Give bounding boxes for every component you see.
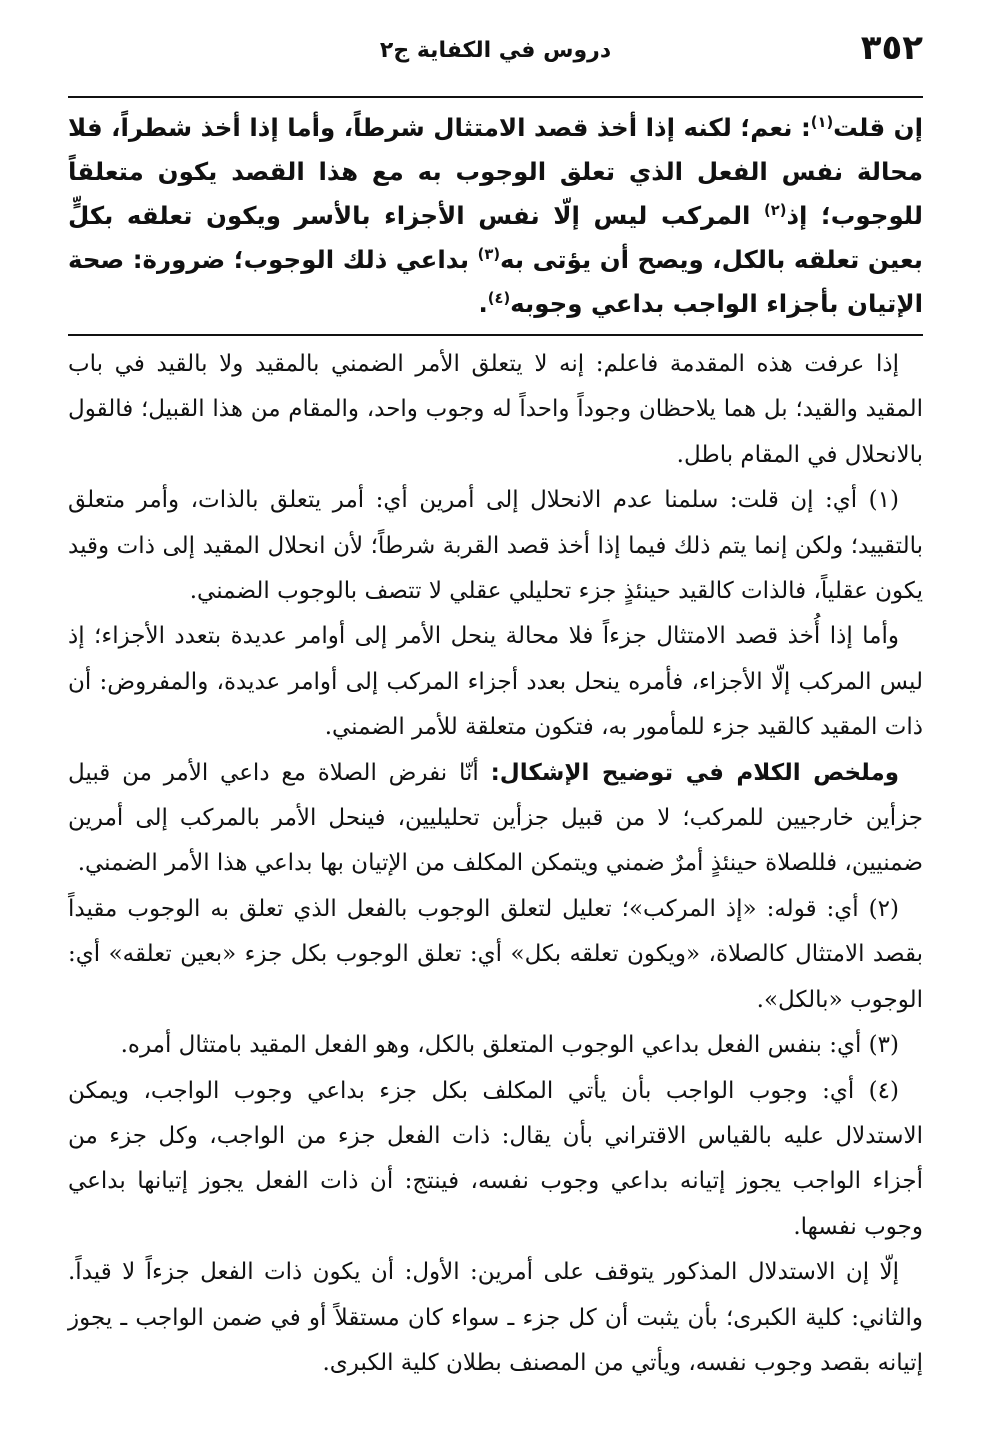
footnote-3: (٣) أي: بنفس الفعل بداعي الوجوب المتعلق بالكل، وهو الفعل المقيد بامتثال أمره. (120, 1032, 899, 1059)
summary-body: أنّا نفرض الصلاة مع داعي الأمر من قبيل جزأين خارجيين للمركب؛ لا من قبيل جزأين تحليليين، فينحل الأمر بالمركب إلى أمرين ضمنيين، فللصلاة حينئذٍ أمرٌ ضمني ويتمكن المكلف من الإتيان بها بداعي هذا الأمر الضمني. (68, 759, 923, 877)
matn-segment: : نعم؛ لكنه إذا أخذ قصد الامتثال شرطاً، وأما إذا أخذ شطراً، فلا محالة نفس الفعل الذي تعلق الوجوب به مع هذا القصد يكون متعلقاً للوجوب؛ إذ (68, 113, 924, 230)
footnote-1-continued: وأما إذا أُخذ قصد الامتثال جزءاً فلا محالة ينحل الأمر إلى أوامر عديدة بتعدد الأجزاء؛ إذ ليس المركب إلّا الأجزاء، فأمره ينحل بعدد أجزاء المركب إلى أوامر عديدة، والمفروض: أن ذات المقيد كالقيد جزء للمأمور به، فتكون متعلقة للأمر الضمني. (68, 623, 923, 741)
commentary-paragraph: إذا عرفت هذه المقدمة فاعلم: إنه لا يتعلق الأمر الضمني بالمقيد ولا بالقيد في باب المقيد والقيد؛ بل هما يلاحظان وجوداً واحداً له وجوب واحد، والمقام من هذا القبيل؛ فالقول بالانحلال في المقام باطل. (68, 351, 923, 468)
footnote-1-summary (68, 751, 923, 887)
footnote-1: (١) أي: إن قلت: سلمنا عدم الانحلال إلى أمرين أي: أمر يتعلق بالذات، وأمر متعلق بالتقييد؛ ولكن إنما يتم ذلك فيما إذا أخذ قصد القربة شرطاً؛ لأن انحلال المقيد إلى ذات وقيد يكون عقلياً، فالذات كالقيد حينئذٍ جزء تحليلي عقلي لا تتصف بالوجوب الضمني. (68, 487, 923, 605)
page-header (68, 0, 923, 98)
summary-lead: وملخص الكلام في توضيح الإشكال: (490, 759, 899, 786)
page-number: ٣٥٢ (860, 28, 923, 68)
matn-segment: . (478, 289, 488, 318)
matn-segment: بداعي ذلك الوجوب؛ ضرورة: صحة الإتيان بأجزاء الواجب بداعي وجوبه (68, 245, 923, 318)
matn-segment: المركب ليس إلّا نفس الأجزاء بالأسر ويكون تعلقه بكلٍّ بعين تعلقه بالكل، ويصح أن يؤتى به (68, 201, 923, 274)
running-title: دروس في الكفاية ج٢ (379, 38, 612, 63)
footnote-ref: (٣) (477, 245, 501, 263)
footnote-4-continued: إلّا إن الاستدلال المذكور يتوقف على أمرين: الأول: أن يكون ذات الفعل جزءاً لا قيداً. والثاني: كلية الكبرى؛ بأن يثبت أن كل جزء ـ سواء كان مستقلاً أو في ضمن الواجب ـ يجوز إتيانه بقصد وجوب نفسه، ويأتي من المصنف بطلان كلية الكبرى. (68, 1259, 923, 1376)
footnote-ref: (٤) (487, 289, 511, 307)
matn-segment: إن قلت (833, 113, 923, 142)
footnote-ref: (٢) (764, 201, 787, 219)
footnote-4: (٤) أي: وجوب الواجب بأن يأتي المكلف بكل جزء بداعي وجوب الواجب، ويمكن الاستدلال عليه بالقياس الاقتراني بأن يقال: ذات الفعل جزء من الواجب، وكل جزء من أجزاء الواجب يجوز إتيانه بداعي وجوب نفسه، فينتج: أن ذات الفعل يجوز إتيانها بداعي وجوب نفسها. (68, 1077, 923, 1240)
commentary (68, 342, 923, 1386)
main-text (68, 106, 923, 336)
footnote-ref: (١) (810, 113, 834, 131)
footnote-2: (٢) أي: قوله: «إذ المركب»؛ تعليل لتعلق الوجوب بالفعل الذي تعلق به الوجوب مقيداً بقصد الامتثال كالصلاة، «ويكون تعلقه بكل» أي: تعلق الوجوب بكل جزء «بعين تعلقه» أي: الوجوب «بالكل». (68, 895, 923, 1013)
